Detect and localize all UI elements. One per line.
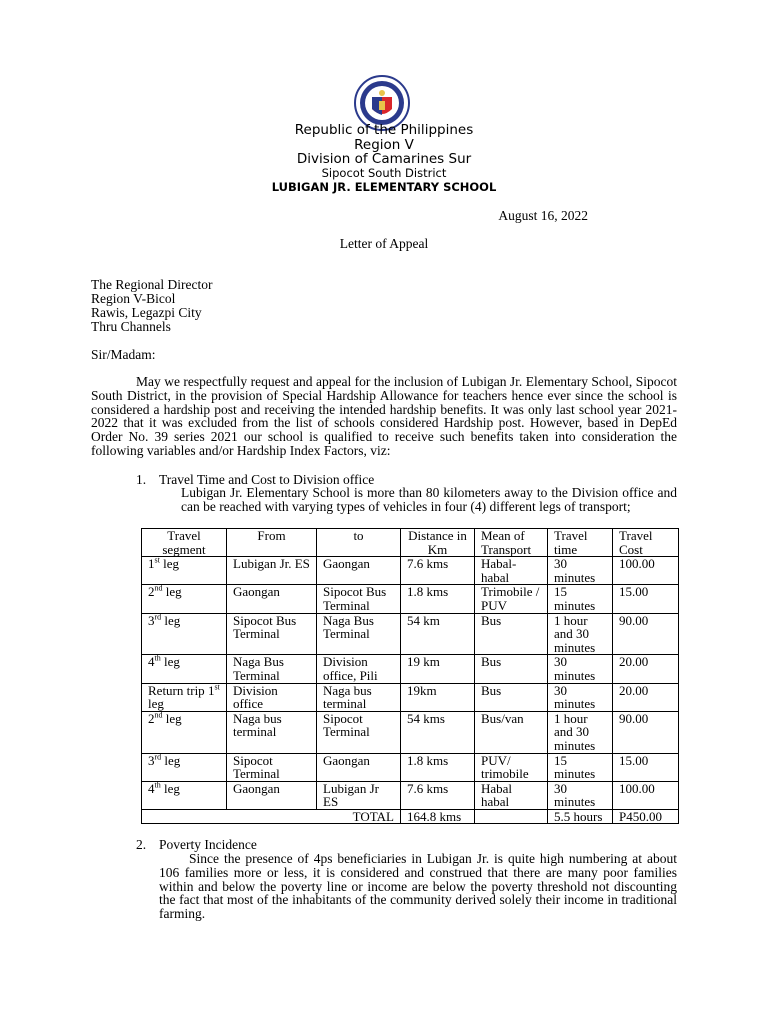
distance-cell: 19km — [401, 683, 475, 711]
recipient-line: Region V-Bicol — [91, 291, 176, 306]
cost-cell: 100.00 — [613, 781, 679, 809]
from-cell: Naga bus terminal — [227, 711, 317, 753]
to-cell: Sipocot Bus Terminal — [317, 585, 401, 613]
table-header-row — [142, 529, 679, 557]
segment-ordinal: th — [154, 780, 161, 790]
col-header: to — [317, 529, 401, 557]
segment-number: 1 — [207, 682, 215, 698]
segment-number: 1 — [148, 556, 155, 572]
from-cell: Sipocot Terminal — [227, 753, 317, 781]
segment-prefix: Return trip — [148, 682, 208, 698]
to-cell: Naga Bus Terminal — [317, 613, 401, 655]
time-cell: 1 hour and 30 minutes — [548, 613, 613, 655]
total-cost: P450.00 — [613, 809, 679, 824]
cost-cell: 15.00 — [613, 753, 679, 781]
col-header: Travel Cost — [613, 529, 679, 557]
col-header: Mean of Transport — [475, 529, 548, 557]
to-cell: Sipocot Terminal — [317, 711, 401, 753]
letter-date: August 16, 2022 — [498, 208, 588, 223]
mean-cell: Bus — [475, 655, 548, 683]
cost-cell: 20.00 — [613, 683, 679, 711]
mean-cell: Habal-habal — [475, 557, 548, 585]
table-row — [142, 753, 679, 781]
distance-cell: 7.6 kms — [401, 781, 475, 809]
time-cell: 30 minutes — [548, 781, 613, 809]
segment-cell — [142, 613, 227, 655]
segment-ordinal: st — [214, 682, 220, 692]
time-cell: 30 minutes — [548, 557, 613, 585]
time-cell: 30 minutes — [548, 683, 613, 711]
table-row — [142, 655, 679, 683]
mean-cell: PUV/ trimobile — [475, 753, 548, 781]
cost-cell: 90.00 — [613, 613, 679, 655]
mean-cell: Bus — [475, 613, 548, 655]
total-distance: 164.8 kms — [401, 809, 475, 824]
col-header: From — [227, 529, 317, 557]
segment-ordinal: st — [154, 555, 160, 565]
from-cell: Naga Bus Terminal — [227, 655, 317, 683]
segment-cell — [142, 781, 227, 809]
recipient-line: Rawis, Legazpi City — [91, 305, 202, 320]
item-number: 1. — [136, 472, 147, 487]
from-cell: Gaongan — [227, 781, 317, 809]
from-cell: Division office — [227, 683, 317, 711]
cost-cell: 15.00 — [613, 585, 679, 613]
segment-ordinal: th — [154, 654, 161, 664]
segment-suffix: leg — [162, 710, 182, 726]
to-cell: Lubigan Jr ES — [317, 781, 401, 809]
to-cell: Gaongan — [317, 557, 401, 585]
recipient-line: The Regional Director — [91, 277, 213, 292]
from-cell: Gaongan — [227, 585, 317, 613]
mean-cell: Bus — [475, 683, 548, 711]
item-heading: Poverty Incidence — [159, 837, 257, 852]
to-cell: Gaongan — [317, 753, 401, 781]
header-school: LUBIGAN JR. ELEMENTARY SCHOOL — [271, 180, 497, 194]
segment-number: 3 — [148, 612, 155, 628]
to-cell: Naga bus terminal — [317, 683, 401, 711]
table-row — [142, 781, 679, 809]
header-region: Region V — [354, 137, 414, 153]
item-text: Since the presence of 4ps beneficiaries in Lubigan Jr. is quite high numbering at about 106 families more or less, it is considered and construed that there are many poor families within and below the poverty line or income are below the poverty threshold not discounting the fact that most of the inhabitants of the community derived solely their income in traditional farming. — [159, 851, 677, 922]
cost-cell: 20.00 — [613, 655, 679, 683]
segment-suffix: leg — [148, 696, 164, 712]
salutation: Sir/Madam: — [91, 347, 156, 362]
table-row — [142, 613, 679, 655]
segment-ordinal: rd — [154, 612, 162, 622]
col-header: Distance in Km — [401, 529, 475, 557]
from-cell: Sipocot Bus Terminal — [227, 613, 317, 655]
appeal-paragraph: May we respectfully request and appeal for the inclusion of Lubigan Jr. Elementary School, Sipocot South District, in the provision of Special Hardship Allowance for teachers hence ever since the school is considered a hardship post and receiving the intended hardship benefits. It was only last school year 2021-2022 that it was excluded from the list of schools considered Hardship post. However, based in DepEd Order No. 39 series 2021 our school is qualified to receive such benefits taken into consideration the following variables and/or Hardship Index Factors, viz: — [91, 374, 677, 458]
segment-ordinal: rd — [154, 752, 162, 762]
segment-suffix: leg — [162, 584, 182, 600]
segment-number: 4 — [148, 780, 155, 796]
item-number: 2. — [136, 837, 147, 852]
time-cell: 1 hour and 30 minutes — [548, 711, 613, 753]
cost-cell: 90.00 — [613, 711, 679, 753]
item-heading: Travel Time and Cost to Division office — [159, 472, 375, 487]
distance-cell: 19 km — [401, 655, 475, 683]
table-row — [142, 683, 679, 711]
total-time: 5.5 hours — [548, 809, 613, 824]
mean-cell: Habal habal — [475, 781, 548, 809]
header-district: Sipocot South District — [321, 166, 447, 180]
segment-number: 3 — [148, 752, 155, 768]
segment-suffix: leg — [160, 654, 180, 670]
segment-number: 4 — [148, 654, 155, 670]
segment-suffix: leg — [160, 780, 180, 796]
header-republic: Republic of the Philippines — [294, 122, 474, 138]
travel-table — [141, 528, 679, 824]
segment-cell — [142, 683, 227, 711]
item-text: Lubigan Jr. Elementary School is more than 80 kilometers away to the Division office and can be reached with varying types of vehicles in four (4) different legs of transport; — [181, 485, 677, 514]
mean-cell: Trimobile / PUV — [475, 585, 548, 613]
segment-cell — [142, 655, 227, 683]
distance-cell: 1.8 kms — [401, 753, 475, 781]
distance-cell: 54 km — [401, 613, 475, 655]
recipient-line: Thru Channels — [91, 319, 171, 334]
table-row — [142, 585, 679, 613]
distance-cell: 54 kms — [401, 711, 475, 753]
segment-suffix: leg — [159, 556, 179, 572]
segment-suffix: leg — [161, 612, 181, 628]
segment-cell — [142, 557, 227, 585]
time-cell: 15 minutes — [548, 753, 613, 781]
segment-cell — [142, 711, 227, 753]
segment-cell — [142, 585, 227, 613]
distance-cell: 1.8 kms — [401, 585, 475, 613]
cost-cell: 100.00 — [613, 557, 679, 585]
time-cell: 30 minutes — [548, 655, 613, 683]
letter-title: Letter of Appeal — [339, 236, 429, 251]
table-row — [142, 711, 679, 753]
col-header: Travel segment — [142, 529, 227, 557]
col-header: Travel time — [548, 529, 613, 557]
total-label: TOTAL — [142, 809, 401, 824]
segment-ordinal: nd — [154, 710, 163, 720]
distance-cell: 7.6 kms — [401, 557, 475, 585]
from-cell: Lubigan Jr. ES — [227, 557, 317, 585]
table-row — [142, 557, 679, 585]
to-cell: Division office, Pili — [317, 655, 401, 683]
total-mean — [475, 809, 548, 824]
segment-number: 2 — [148, 584, 155, 600]
segment-cell — [142, 753, 227, 781]
segment-suffix: leg — [161, 752, 181, 768]
time-cell: 15 minutes — [548, 585, 613, 613]
segment-ordinal: nd — [154, 584, 163, 594]
segment-number: 2 — [148, 710, 155, 726]
recipient-address — [91, 278, 212, 334]
mean-cell: Bus/van — [475, 711, 548, 753]
total-row — [142, 809, 679, 824]
header-division: Division of Camarines Sur — [296, 151, 472, 167]
